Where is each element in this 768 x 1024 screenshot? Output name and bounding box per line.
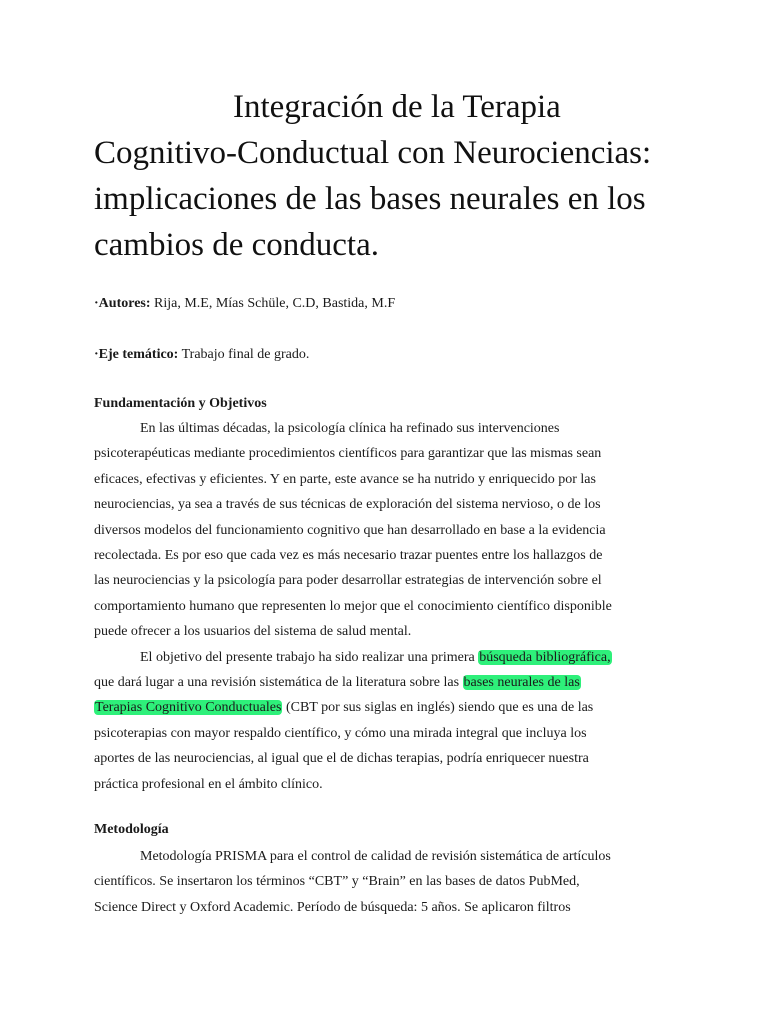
paragraph-fundamentacion-1 [94,416,674,645]
text-line [94,670,674,695]
section-metodologia [94,820,674,920]
text-run: que dará lugar a una revisión sistemática de la literatura sobre las [94,675,463,691]
text-line [94,695,674,720]
section-fundamentacion [94,394,674,797]
text-line: aportes de las neurociencias, al igual que el de dichas terapias, podría enriquecer nuestra [94,751,589,767]
paragraph-fundamentacion-2 [94,645,674,797]
section-heading-metodologia: Metodología [94,822,169,837]
theme-label: ·Eje temático: [94,347,179,362]
text-line: comportamiento humano que representen lo mejor que el conocimiento científico disponible [94,598,612,614]
highlighted-text: Terapias Cognitivo Conductuales [95,700,282,716]
text-line: recolectada. Es por eso que cada vez es más necesario trazar puentes entre los hallazgos de [94,548,603,564]
text-line [94,645,674,670]
text-line: psicoterapéuticas mediante procedimientos científicos para garantizar que las mismas sean [94,446,602,462]
text-line: puede ofrecer a los usuarios del sistema de salud mental. [94,624,412,640]
section-heading-fundamentacion: Fundamentación y Objetivos [94,396,267,411]
authors-value: Rija, M.E, Mías Schüle, C.D, Bastida, M.F [150,296,396,311]
text-line: Metodología PRISMA para el control de calidad de revisión sistemática de artículos [140,849,611,864]
highlighted-text: bases neurales de las [463,675,580,691]
authors-label: ·Autores: [94,296,151,311]
text-line: eficaces, efectivas y eficientes. Y en parte, este avance se ha nutrido y enriquecido por las [94,471,596,487]
text-run: El objetivo del presente trabajo ha sido realizar una primera [140,649,479,665]
theme-value: Trabajo final de grado. [178,347,310,362]
text-line: las neurociencias y la psicología para poder desarrollar estrategias de intervención sobre el [94,573,602,589]
highlighted-text: búsqueda bibliográfica, [479,649,611,665]
title-line-1: Integración de la Terapia [233,89,561,125]
authors-line [94,294,395,314]
text-line: psicoterapias con mayor respaldo científico, y cómo una mirada integral que incluya los [94,725,587,741]
text-line: Science Direct y Oxford Academic. Período de búsqueda: 5 años. Se aplicaron filtros [94,899,571,915]
title-line-4: cambios de conducta. [94,227,379,263]
title-line-3: implicaciones de las bases neurales en los [94,181,646,217]
text-line: científicos. Se insertaron los términos “CBT” y “Brain” en las bases de datos PubMed, [94,874,580,890]
title-line-2: Cognitivo-Conductual con Neurociencias: [94,135,652,171]
text-run: (CBT por sus siglas en inglés) siendo que es una de las [282,700,594,716]
theme-line [94,345,309,365]
text-line: En las últimas décadas, la psicología clínica ha refinado sus intervenciones [140,421,560,436]
text-line: neurociencias, ya sea a través de sus técnicas de exploración del sistema nervioso, o de los [94,497,601,513]
text-line: práctica profesional en el ámbito clínico. [94,776,323,792]
paragraph-metodologia-1 [94,844,674,920]
document-title [94,84,694,268]
text-line: diversos modelos del funcionamiento cognitivo que han desarrollado en base a la evidencia [94,522,606,538]
